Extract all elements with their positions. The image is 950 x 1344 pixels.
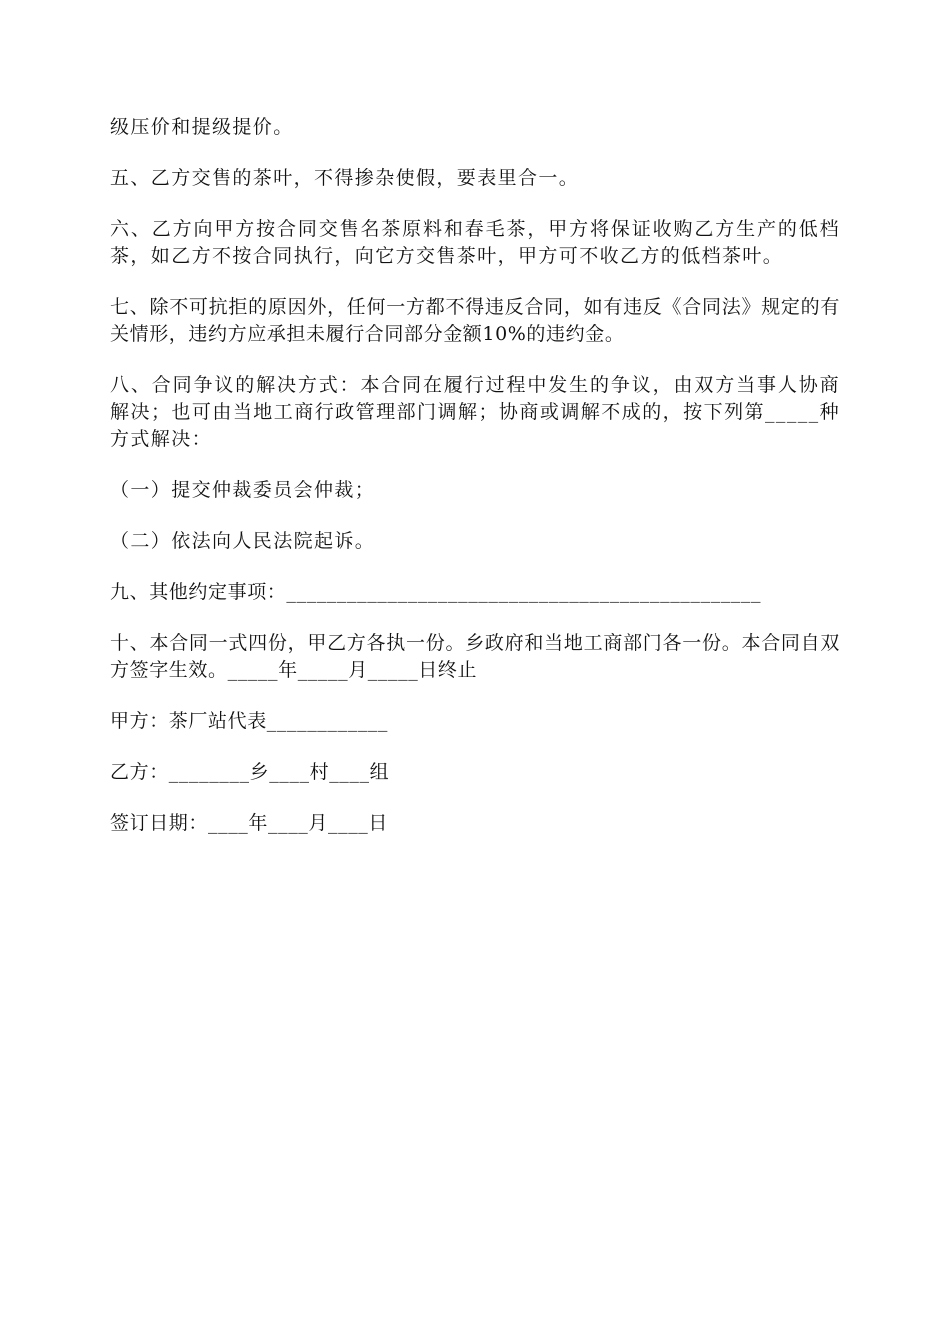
document-body	[110, 114, 840, 861]
paragraph-clause-10: 十、本合同一式四份，甲乙方各执一份。乡政府和当地工商部门各一份。本合同自双方签字生效。_____年_____月_____日终止	[110, 632, 840, 681]
paragraph-clause-6: 六、乙方向甲方按合同交售名茶原料和春毛茶，甲方将保证收购乙方生产的低档茶，如乙方不按合同执行，向它方交售茶叶，甲方可不收乙方的低档茶叶。	[110, 218, 840, 267]
paragraph-clause-9: 九、其他约定事项：_______________________________________________	[110, 581, 762, 603]
paragraph-price-clause-end: 级压价和提级提价。	[110, 116, 294, 138]
paragraph-dispute-option-2: （二）依法向人民法院起诉。	[110, 530, 376, 552]
paragraph-clause-5: 五、乙方交售的茶叶，不得掺杂使假，要表里合一。	[110, 167, 580, 189]
paragraph-dispute-option-1: （一）提交仲裁委员会仲裁；	[110, 479, 376, 501]
signature-party-b: 乙方：________乡____村____组	[110, 761, 390, 783]
signing-date: 签订日期：____年____月____日	[110, 812, 389, 834]
paragraph-clause-8: 八、合同争议的解决方式：本合同在履行过程中发生的争议，由双方当事人协商解决；也可由当地工商行政管理部门调解；协商或调解不成的，按下列第_____种方式解决：	[110, 374, 840, 450]
signature-party-a: 甲方：茶厂站代表____________	[110, 710, 389, 732]
paragraph-clause-7: 七、除不可抗拒的原因外，任何一方都不得违反合同，如有违反《合同法》规定的有关情形，违约方应承担未履行合同部分金额10%的违约金。	[110, 296, 840, 345]
